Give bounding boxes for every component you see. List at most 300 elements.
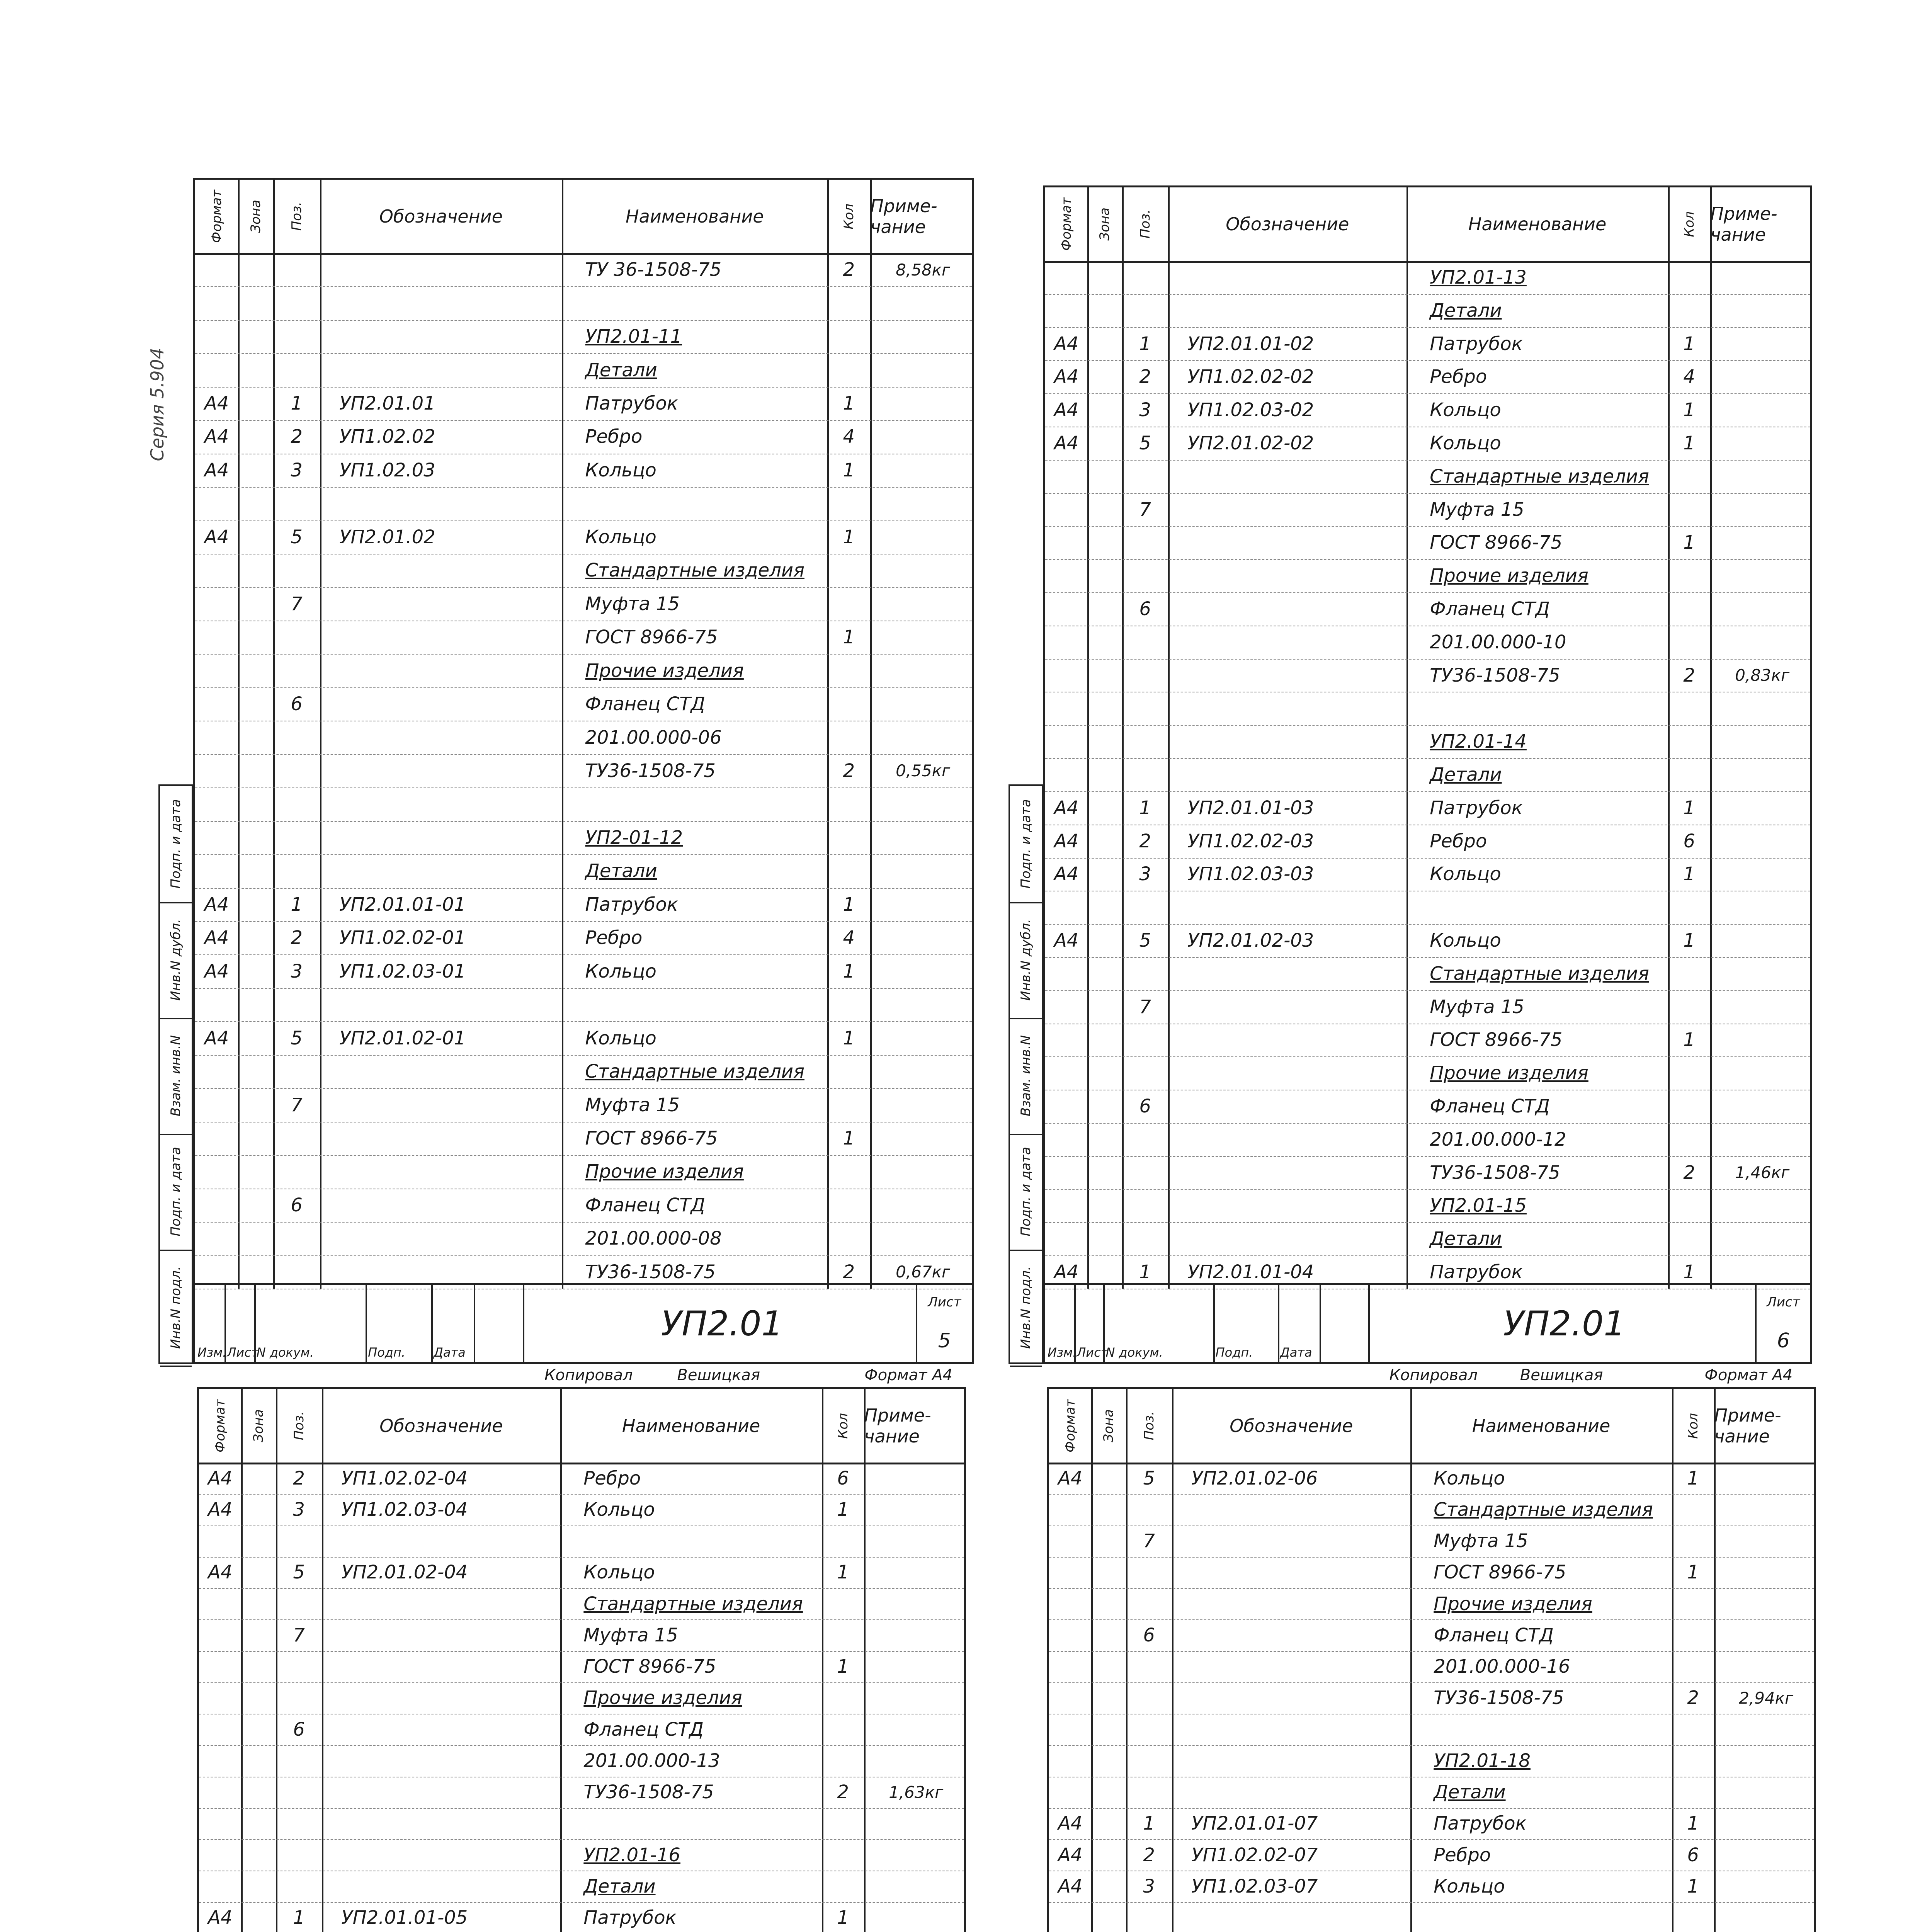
revision-rule bbox=[366, 1285, 367, 1362]
cell-des bbox=[1172, 1619, 1430, 1651]
cell-note: 0,67кг bbox=[896, 1262, 951, 1282]
spec-row bbox=[1045, 858, 1810, 892]
cell-fmt bbox=[1049, 1714, 1091, 1745]
cell-des: УП1.02.02-02 bbox=[1187, 366, 1314, 388]
cell-pos bbox=[1122, 1156, 1168, 1189]
spec-row bbox=[1045, 825, 1810, 859]
cell-note bbox=[1710, 858, 1814, 891]
spec-row bbox=[199, 1777, 964, 1809]
cell-note bbox=[864, 1682, 968, 1714]
spec-row bbox=[1045, 460, 1810, 494]
cell-qty: 2 bbox=[843, 259, 855, 281]
header-cell-fmt bbox=[1049, 1389, 1093, 1463]
cell-des bbox=[1172, 1777, 1430, 1808]
cell-qty bbox=[1668, 559, 1710, 592]
cell-des bbox=[1168, 957, 1426, 990]
spec-row bbox=[1045, 1222, 1810, 1256]
revision-label-sign: Подп. bbox=[368, 1345, 406, 1360]
cell-des bbox=[1168, 1222, 1426, 1255]
cell-des bbox=[320, 1189, 581, 1222]
header-label: Формат bbox=[212, 1399, 228, 1452]
cell-des bbox=[320, 854, 581, 888]
spec-row bbox=[195, 621, 972, 655]
cell-pos bbox=[1122, 294, 1168, 327]
cell-fmt: А4 bbox=[208, 1467, 233, 1489]
cell-name: Кольцо bbox=[585, 1027, 656, 1049]
cell-pos bbox=[276, 1808, 322, 1839]
spec-row bbox=[199, 1902, 964, 1932]
cell-fmt bbox=[195, 621, 238, 654]
cell-des: УП1.02.03-01 bbox=[339, 960, 466, 982]
cell-name: Патрубок bbox=[583, 1907, 677, 1929]
cell-des: УП1.02.03-02 bbox=[1187, 399, 1314, 421]
cell-note bbox=[864, 1619, 968, 1651]
cell-note: 0,55кг bbox=[896, 761, 951, 781]
cell-fmt bbox=[195, 353, 238, 386]
cell-note bbox=[864, 1463, 968, 1494]
table-body bbox=[1049, 1463, 1814, 1932]
header-label: Формат bbox=[1062, 1399, 1078, 1452]
revision-rule bbox=[1103, 1285, 1105, 1362]
spec-row bbox=[195, 888, 972, 922]
strip-label: Инв.N подл. bbox=[1018, 1266, 1034, 1349]
cell-qty: 1 bbox=[837, 1907, 849, 1929]
spec-row bbox=[195, 1155, 972, 1189]
cell-qty: 1 bbox=[1683, 1029, 1695, 1051]
cell-des: УП1.02.02-07 bbox=[1191, 1844, 1318, 1866]
cell-name: ТУ36-1508-75 bbox=[1430, 664, 1560, 686]
cell-qty bbox=[822, 1526, 864, 1557]
cell-pos bbox=[1122, 1222, 1168, 1255]
cell-qty bbox=[1672, 1902, 1714, 1932]
spec-row bbox=[195, 320, 972, 354]
spec-row bbox=[1045, 327, 1810, 361]
cell-qty: 1 bbox=[1683, 532, 1695, 554]
header-cell-zone bbox=[1087, 187, 1124, 261]
header-label: Формат bbox=[1058, 197, 1074, 251]
cell-des bbox=[320, 754, 581, 787]
cell-fmt bbox=[199, 1526, 241, 1557]
cell-fmt bbox=[199, 1714, 241, 1745]
cell-name: УП2.01-13 bbox=[1430, 266, 1527, 288]
header-label: Зона bbox=[1101, 1409, 1117, 1442]
title-block bbox=[1045, 1283, 1810, 1362]
header-cell-name bbox=[1410, 1389, 1673, 1463]
cell-qty bbox=[1668, 1056, 1710, 1090]
cell-fmt bbox=[1045, 460, 1087, 493]
cell-note bbox=[1710, 1024, 1814, 1057]
spec-row bbox=[1049, 1682, 1814, 1714]
cell-qty: 2 bbox=[837, 1781, 849, 1803]
cell-name: Ребро bbox=[585, 426, 643, 448]
cell-name bbox=[1406, 692, 1691, 725]
spec-row bbox=[195, 487, 972, 521]
cell-pos: 6 bbox=[1139, 1095, 1151, 1117]
cell-note bbox=[1714, 1651, 1818, 1682]
revision-rule bbox=[1213, 1285, 1215, 1362]
cell-pos bbox=[1122, 1024, 1168, 1057]
revision-grid bbox=[195, 1285, 524, 1362]
cell-des bbox=[1168, 261, 1426, 294]
cell-fmt bbox=[199, 1651, 241, 1682]
cell-name: ТУ36-1508-75 bbox=[1434, 1687, 1564, 1709]
spec-row bbox=[199, 1745, 964, 1777]
cell-des bbox=[320, 821, 581, 854]
cell-des: УП2.01.02-01 bbox=[339, 1027, 466, 1049]
spec-row bbox=[195, 787, 972, 821]
cell-des: УП2.01.01-01 bbox=[339, 893, 466, 915]
spec-row bbox=[1049, 1557, 1814, 1589]
spec-row bbox=[1049, 1526, 1814, 1558]
strip-cell bbox=[1010, 1134, 1042, 1251]
cell-qty bbox=[827, 1222, 870, 1255]
cell-fmt: А4 bbox=[204, 526, 229, 548]
cell-qty: 1 bbox=[1683, 930, 1695, 952]
header-label: Наименование bbox=[1468, 214, 1607, 235]
cell-qty bbox=[827, 1189, 870, 1222]
cell-pos: 1 bbox=[1139, 797, 1151, 819]
cell-name: 201.00.000-10 bbox=[1430, 631, 1566, 653]
table-header bbox=[1045, 187, 1810, 263]
cell-pos: 2 bbox=[291, 426, 303, 448]
cell-name: Муфта 15 bbox=[583, 1624, 678, 1646]
spec-row bbox=[195, 821, 972, 855]
cell-pos bbox=[273, 487, 320, 520]
sheet-number-cell bbox=[916, 1285, 972, 1362]
cell-fmt bbox=[1045, 725, 1087, 758]
cell-fmt bbox=[195, 988, 238, 1021]
cell-fmt bbox=[199, 1682, 241, 1714]
spec-row bbox=[1045, 294, 1810, 328]
cell-name: Ребро bbox=[583, 1467, 641, 1489]
header-label: Поз. bbox=[1137, 209, 1153, 239]
cell-qty bbox=[1668, 460, 1710, 493]
cell-name: УП2.01-15 bbox=[1430, 1195, 1527, 1217]
cell-qty: 1 bbox=[843, 393, 855, 415]
cell-pos bbox=[1122, 692, 1168, 725]
spec-row bbox=[1045, 559, 1810, 593]
cell-note bbox=[1710, 493, 1814, 526]
cell-pos bbox=[1122, 659, 1168, 692]
cell-qty bbox=[827, 821, 870, 854]
cell-des: УП1.02.03-04 bbox=[341, 1498, 468, 1520]
cell-des bbox=[322, 1839, 580, 1871]
cell-pos: 1 bbox=[293, 1907, 305, 1929]
cell-name: ГОСТ 8966-75 bbox=[1430, 532, 1563, 554]
cell-qty bbox=[827, 487, 870, 520]
cell-note bbox=[1714, 1588, 1818, 1619]
spec-row bbox=[195, 721, 972, 755]
header-cell-note bbox=[1710, 187, 1814, 261]
revision-label-sheet_short: Лист bbox=[227, 1345, 259, 1360]
cell-note bbox=[1714, 1902, 1818, 1932]
cell-pos bbox=[276, 1588, 322, 1619]
header-label: Приме-чание bbox=[1714, 1405, 1781, 1447]
spec-row bbox=[1045, 360, 1810, 394]
cell-name: Кольцо bbox=[1434, 1467, 1505, 1489]
copied-by: Вешицкая bbox=[1520, 1366, 1603, 1384]
cell-note bbox=[870, 387, 976, 420]
cell-name: 201.00.000-13 bbox=[583, 1750, 720, 1772]
cell-pos bbox=[273, 988, 320, 1021]
cell-note bbox=[1710, 725, 1814, 758]
cell-fmt bbox=[1045, 1189, 1087, 1223]
cell-fmt bbox=[1045, 758, 1087, 791]
cell-qty bbox=[1672, 1777, 1714, 1808]
cell-qty bbox=[1672, 1619, 1714, 1651]
spec-row bbox=[1045, 1189, 1810, 1223]
format-label: Формат А4 bbox=[1704, 1366, 1793, 1384]
cell-des: УП2.01.02-04 bbox=[341, 1561, 468, 1583]
spec-row bbox=[195, 520, 972, 554]
cell-name: ТУ36-1508-75 bbox=[1430, 1162, 1560, 1184]
header-label: Приме-чание bbox=[870, 196, 937, 237]
cell-qty bbox=[1672, 1494, 1714, 1525]
header-cell-pos bbox=[1122, 187, 1170, 261]
cell-pos bbox=[273, 854, 320, 888]
cell-fmt: А4 bbox=[1054, 797, 1079, 819]
cell-des bbox=[1168, 559, 1426, 592]
spec-row bbox=[199, 1714, 964, 1746]
cell-fmt: А4 bbox=[204, 393, 229, 415]
header-label: Зона bbox=[248, 200, 264, 233]
cell-fmt bbox=[1045, 1123, 1087, 1156]
cell-note bbox=[870, 554, 976, 587]
spec-row bbox=[199, 1526, 964, 1558]
cell-fmt bbox=[1045, 526, 1087, 559]
cell-des: УП2.01.01-07 bbox=[1191, 1813, 1318, 1835]
cell-des bbox=[1168, 294, 1426, 327]
cell-des bbox=[320, 654, 581, 687]
cell-fmt bbox=[1045, 1156, 1087, 1189]
header-label: Обозначение bbox=[1230, 1415, 1353, 1436]
cell-name: 201.00.000-06 bbox=[585, 726, 722, 748]
cell-note bbox=[870, 454, 976, 487]
cell-note bbox=[870, 1189, 976, 1222]
cell-des bbox=[1168, 990, 1426, 1024]
strip-cell bbox=[1010, 1018, 1042, 1135]
cell-des bbox=[322, 1714, 580, 1745]
cell-note bbox=[1710, 1189, 1814, 1223]
cell-fmt bbox=[195, 654, 238, 687]
cell-fmt bbox=[199, 1619, 241, 1651]
cell-note bbox=[1710, 825, 1814, 858]
cell-qty bbox=[1668, 1189, 1710, 1223]
cell-qty bbox=[822, 1808, 864, 1839]
cell-fmt bbox=[1045, 1090, 1087, 1123]
header-label: Кол bbox=[835, 1413, 851, 1439]
cell-fmt: А4 bbox=[208, 1561, 233, 1583]
cell-name: Муфта 15 bbox=[585, 593, 680, 615]
cell-des bbox=[320, 1222, 581, 1255]
cell-name: УП2.01-11 bbox=[585, 326, 682, 348]
cell-fmt bbox=[199, 1871, 241, 1902]
header-label: Зона bbox=[251, 1409, 267, 1442]
cell-des bbox=[320, 1055, 581, 1088]
cell-fmt bbox=[1045, 1024, 1087, 1057]
spec-row bbox=[195, 854, 972, 888]
header-cell-zone bbox=[238, 180, 275, 253]
spec-row bbox=[1045, 592, 1810, 626]
cell-fmt: А4 bbox=[1054, 399, 1079, 421]
cell-fmt bbox=[199, 1839, 241, 1871]
cell-note bbox=[870, 888, 976, 921]
cell-pos bbox=[273, 286, 320, 320]
cell-des bbox=[322, 1588, 580, 1619]
cell-note bbox=[870, 320, 976, 353]
cell-pos bbox=[1122, 758, 1168, 791]
table-header bbox=[199, 1389, 964, 1464]
cell-qty bbox=[1668, 294, 1710, 327]
cell-note bbox=[1714, 1871, 1818, 1902]
header-label: Кол bbox=[1681, 211, 1697, 237]
cell-fmt: А4 bbox=[1058, 1875, 1083, 1897]
cell-des bbox=[1172, 1902, 1430, 1932]
cell-qty: 1 bbox=[843, 526, 855, 548]
cell-des bbox=[1168, 725, 1426, 758]
cell-note bbox=[870, 921, 976, 954]
cell-fmt: А4 bbox=[204, 459, 229, 481]
header-label: Наименование bbox=[626, 206, 764, 227]
cell-name: Патрубок bbox=[1430, 1261, 1523, 1283]
cell-name: ГОСТ 8966-75 bbox=[1430, 1029, 1563, 1051]
cell-fmt bbox=[195, 1088, 238, 1121]
cell-des: УП2.01.01-03 bbox=[1187, 797, 1314, 819]
cell-note bbox=[1714, 1494, 1818, 1525]
cell-fmt bbox=[1045, 891, 1087, 924]
cell-pos bbox=[1122, 559, 1168, 592]
cell-pos: 5 bbox=[1143, 1467, 1155, 1489]
cell-name: Стандартные изделия bbox=[583, 1593, 803, 1615]
cell-note bbox=[864, 1714, 968, 1745]
cell-fmt bbox=[1049, 1526, 1091, 1557]
cell-name: 201.00.000-12 bbox=[1430, 1128, 1566, 1150]
spec-row bbox=[195, 654, 972, 688]
cell-des: УП2.01.01-04 bbox=[1187, 1261, 1314, 1283]
spec-row bbox=[1049, 1808, 1814, 1840]
cell-fmt bbox=[1049, 1902, 1091, 1932]
spec-row bbox=[195, 1189, 972, 1223]
cell-note bbox=[864, 1902, 968, 1932]
cell-fmt bbox=[195, 587, 238, 621]
cell-note bbox=[1710, 261, 1814, 294]
cell-fmt: А4 bbox=[204, 927, 229, 949]
spec-sheet bbox=[193, 178, 974, 1364]
cell-name: УП2.01-14 bbox=[1430, 731, 1527, 753]
cell-name: Фланец СТД bbox=[585, 693, 705, 715]
cell-pos: 6 bbox=[1139, 598, 1151, 620]
cell-des: УП1.02.02 bbox=[339, 426, 435, 448]
cell-note: 1,46кг bbox=[1735, 1163, 1790, 1182]
cell-des bbox=[320, 1155, 581, 1188]
revision-rule bbox=[1278, 1285, 1279, 1362]
cell-name: 201.00.000-08 bbox=[585, 1228, 722, 1250]
cell-des bbox=[322, 1808, 580, 1839]
header-label: Кол bbox=[841, 203, 857, 230]
cell-fmt bbox=[199, 1588, 241, 1619]
spec-row bbox=[1049, 1902, 1814, 1932]
header-label: Формат bbox=[209, 190, 224, 243]
cell-qty bbox=[1668, 957, 1710, 990]
cell-des: УП2.01.01-02 bbox=[1187, 333, 1314, 355]
cell-qty bbox=[1668, 725, 1710, 758]
cell-qty: 2 bbox=[1683, 1162, 1695, 1184]
cell-note bbox=[1714, 1463, 1818, 1494]
cell-qty bbox=[827, 554, 870, 587]
cell-pos: 2 bbox=[1139, 830, 1151, 852]
cell-pos bbox=[1126, 1745, 1172, 1776]
spec-row bbox=[1049, 1651, 1814, 1683]
cell-fmt: А4 bbox=[1054, 930, 1079, 952]
cell-note bbox=[870, 420, 976, 453]
sheet-label: Лист bbox=[1767, 1294, 1800, 1310]
revision-label-date: Дата bbox=[1280, 1345, 1312, 1360]
cell-note bbox=[1710, 1056, 1814, 1090]
cell-pos bbox=[1122, 1056, 1168, 1090]
cell-fmt bbox=[1049, 1651, 1091, 1682]
cell-pos: 3 bbox=[291, 960, 303, 982]
cell-qty: 1 bbox=[843, 626, 855, 648]
cell-name bbox=[562, 988, 850, 1021]
header-cell-qty bbox=[822, 1389, 866, 1463]
cell-pos bbox=[273, 1055, 320, 1088]
binding-strip bbox=[158, 784, 193, 1364]
cell-qty bbox=[1672, 1588, 1714, 1619]
cell-des bbox=[1172, 1682, 1430, 1714]
cell-note bbox=[870, 587, 976, 621]
cell-note bbox=[1710, 758, 1814, 791]
cell-qty: 1 bbox=[1683, 333, 1695, 355]
cell-name: УП2-01-12 bbox=[585, 827, 683, 849]
cell-pos: 7 bbox=[293, 1624, 305, 1646]
cell-name: УП2.01-16 bbox=[583, 1844, 680, 1866]
spec-row bbox=[1045, 990, 1810, 1024]
header-label: Наименование bbox=[622, 1415, 760, 1436]
cell-des bbox=[320, 988, 581, 1021]
header-cell-fmt bbox=[195, 180, 240, 253]
cell-des: УП2.01.01 bbox=[339, 393, 435, 415]
cell-qty: 1 bbox=[843, 1127, 855, 1149]
cell-name: Кольцо bbox=[583, 1561, 655, 1583]
header-label: Обозначение bbox=[1226, 214, 1349, 235]
cell-pos bbox=[273, 787, 320, 821]
cell-note bbox=[1710, 360, 1814, 393]
cell-qty: 1 bbox=[843, 459, 855, 481]
cell-des: УП2.01.01-05 bbox=[341, 1907, 468, 1929]
spec-row bbox=[195, 253, 972, 287]
cell-des bbox=[320, 587, 581, 621]
cell-name: ГОСТ 8966-75 bbox=[583, 1656, 716, 1678]
cell-fmt bbox=[195, 286, 238, 320]
cell-qty bbox=[1668, 493, 1710, 526]
spec-row bbox=[1049, 1714, 1814, 1746]
cell-pos bbox=[273, 1222, 320, 1255]
header-cell-note bbox=[864, 1389, 968, 1463]
cell-note bbox=[1710, 1090, 1814, 1123]
cell-des bbox=[1168, 1123, 1426, 1156]
spec-row bbox=[1045, 692, 1810, 726]
cell-note: 2,94кг bbox=[1739, 1688, 1794, 1708]
header-cell-des bbox=[1168, 187, 1408, 261]
strip-label: Подп. и дата bbox=[1018, 1147, 1034, 1236]
cell-name: Ребро bbox=[1434, 1844, 1491, 1866]
cell-name: Ребро bbox=[1430, 366, 1487, 388]
copied-label: Копировал bbox=[1389, 1366, 1478, 1384]
header-cell-qty bbox=[827, 180, 872, 253]
spec-row bbox=[199, 1839, 964, 1871]
cell-name: Патрубок bbox=[1430, 797, 1523, 819]
cell-note bbox=[864, 1494, 968, 1525]
